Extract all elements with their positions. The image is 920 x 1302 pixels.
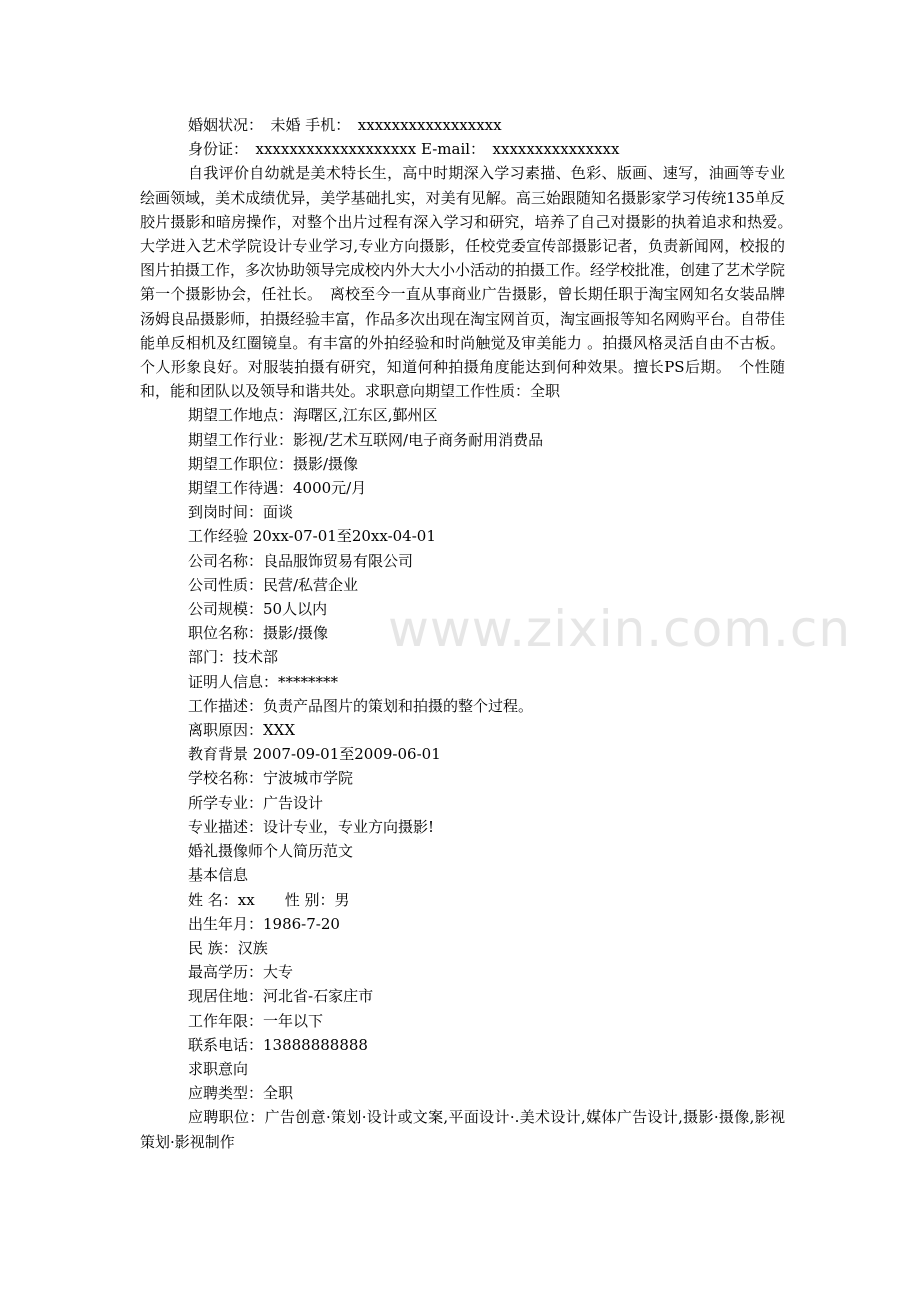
highest-degree: 最高学历：大专 — [188, 963, 294, 982]
job-description: 工作描述：负责产品图片的策划和拍摄的整个过程。 — [188, 696, 534, 715]
document-body — [140, 113, 801, 1154]
expected-industry: 期望工作行业：影视/艺术互联网/电子商务耐用消费品 — [188, 430, 544, 449]
name-gender: 姓 名：xx 性 别：男 — [188, 890, 350, 909]
marital-status-line: 婚姻状况： 未婚 手机： xxxxxxxxxxxxxxxxx — [188, 116, 502, 134]
second-resume-title: 婚礼摄像师个人简历范文 — [188, 842, 354, 861]
company-name: 公司名称：良品服饰贸易有限公司 — [188, 551, 414, 570]
contact-phone: 联系电话：13888888888 — [188, 1035, 368, 1054]
work-years: 工作年限：一年以下 — [188, 1011, 324, 1030]
school-name: 学校名称：宁波城市学院 — [188, 769, 354, 788]
department: 部门：技术部 — [188, 648, 279, 667]
ethnicity: 民 族：汉族 — [188, 938, 268, 957]
residence: 现居住地：河北省-石家庄市 — [188, 987, 374, 1006]
leave-reason: 离职原因：XXX — [188, 721, 296, 740]
major: 所学专业：广告设计 — [188, 793, 324, 812]
work-experience: 工作经验 20xx-07-01至20xx-04-01 — [188, 527, 436, 546]
job-intent-heading: 求职意向 — [188, 1059, 249, 1078]
reference-info: 证明人信息：******** — [188, 672, 339, 691]
birth-date: 出生年月：1986-7-20 — [188, 914, 340, 933]
id-card-line: 身份证： xxxxxxxxxxxxxxxxxxx E-mail： xxxxxxxxxxxxxxx — [188, 140, 620, 159]
job-title: 职位名称：摄影/摄像 — [188, 624, 329, 643]
self-evaluation-paragraph — [140, 161, 801, 403]
expected-location: 期望工作地点：海曙区,江东区,鄞州区 — [188, 406, 438, 425]
major-description: 专业描述：设计专业，专业方向摄影! — [188, 817, 435, 836]
expected-salary: 期望工作待遇：4000元/月 — [188, 479, 367, 498]
apply-position-paragraph — [140, 1105, 785, 1153]
self-evaluation-text: 自我评价自幼就是美术特长生，高中时期深入学习素描、色彩、版画、速写，油画等专业绘画领域，美术成绩优异，美学基础扎实，对美有见解。高三始跟随知名摄影家学习传统135单反胶片摄影和暗房操作，对整个出片过程有深入学习和研究，培养了自己对摄影的执着追求和热爱。 大学进入艺术学院设计专业学习,专业方向摄影，任校党委宣传部摄影记者，负责新闻网，校报的图片拍摄工作，多次协助领导完成校内外大大小小活动的拍摄工作。经学校批准，创建了艺术学院第一个摄影协会，任社长。 离校至今一直从事商业广告摄影，曾长期任职于淘宝网知名女装品牌汤姆良品摄影师，拍摄经验丰富，作品多次出现在淘宝网首页，淘宝画报等知名网购平台。自带佳能单反相机及红圈镜皇。有丰富的外拍经验和时尚触觉及审美能力 。拍摄风格灵活自由不古板。个人形象良好。对服装拍摄有研究，知道何种拍摄角度能达到何种效果。擅长PS后期。 个性随和，能和团队以及领导和谐共处。求职意向期望工作性质：全职 — [140, 164, 801, 401]
arrival-time: 到岗时间：面谈 — [188, 503, 294, 522]
expected-position: 期望工作职位：摄影/摄像 — [188, 454, 359, 473]
apply-type: 应聘类型：全职 — [188, 1084, 294, 1103]
company-size: 公司规模：50人以内 — [188, 600, 328, 619]
basic-info-heading: 基本信息 — [188, 866, 249, 885]
company-type: 公司性质：民营/私营企业 — [188, 575, 359, 594]
apply-position-text: 应聘职位：广告创意·策划·设计或文案,平面设计·.美术设计,媒体广告设计,摄影·摄像,影视策划·影视制作 — [140, 1108, 785, 1151]
watermark: www.zixin.com.cn — [388, 600, 852, 658]
education-background: 教育背景 2007-09-01至2009-06-01 — [188, 745, 441, 764]
